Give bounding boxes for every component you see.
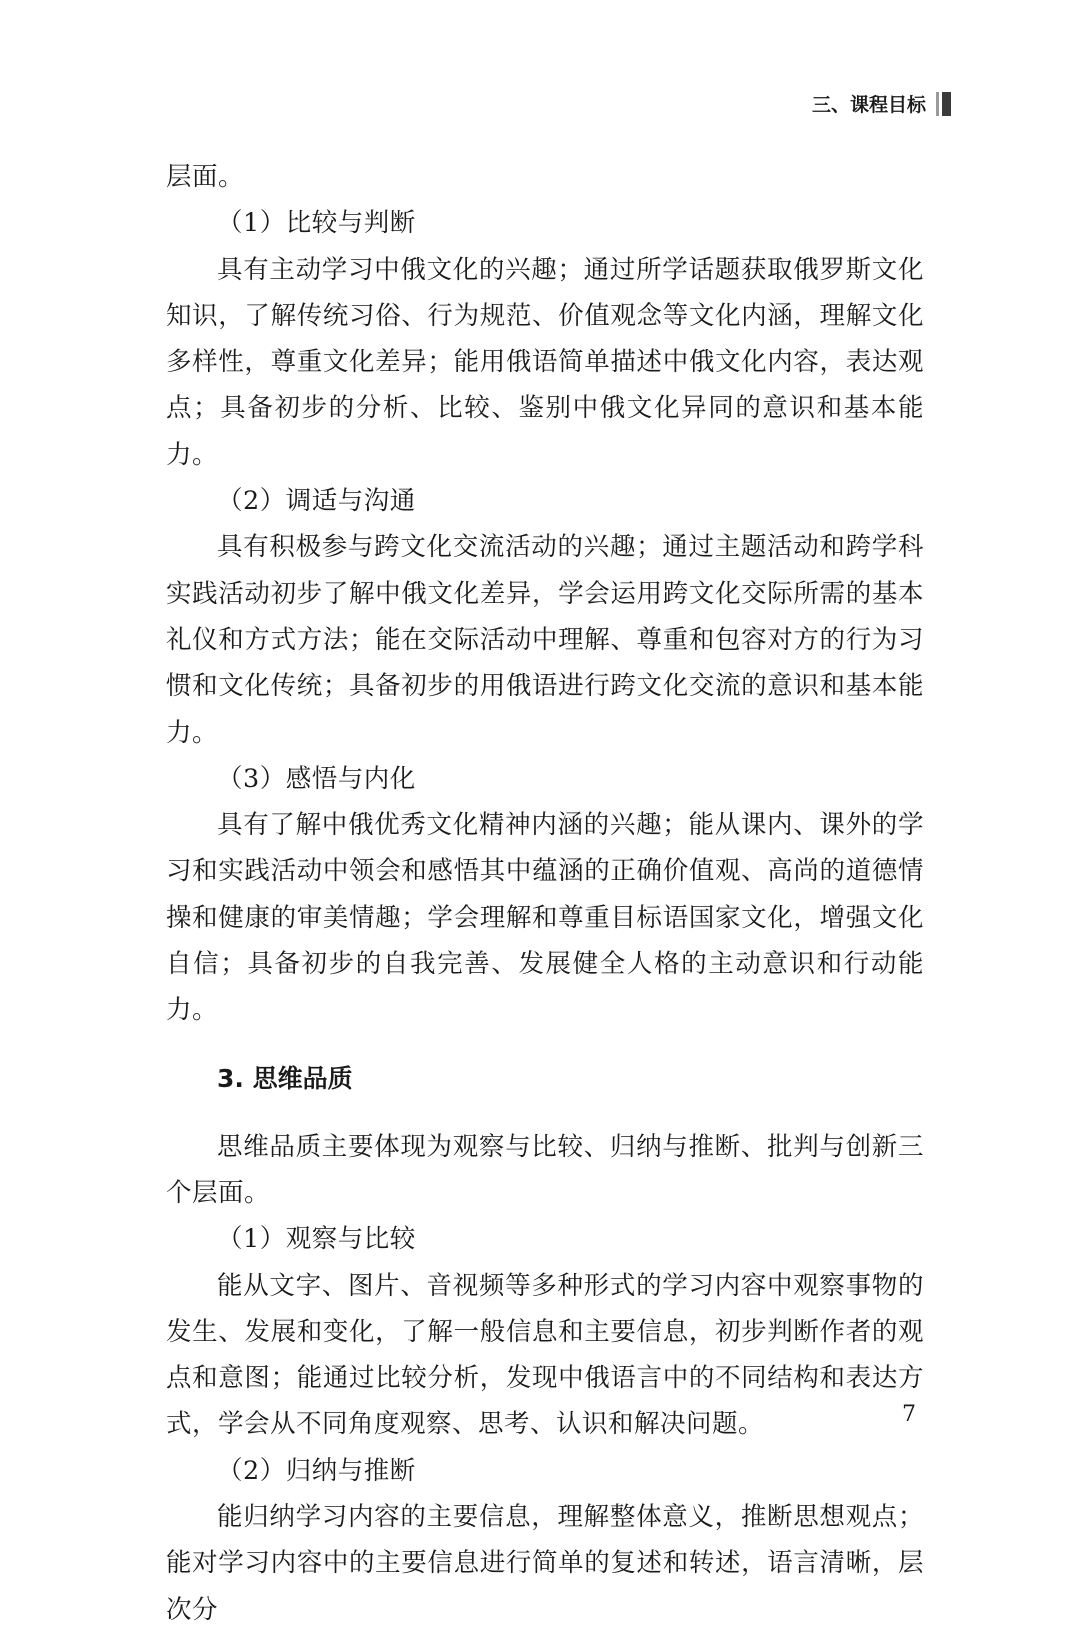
page-content: [166, 154, 924, 1633]
paragraph-induce-infer: 能归纳学习内容的主要信息，理解整体意义，推断思想观点；能对学习内容中的主要信息进行简单的复述和转述，语言清晰，层次分: [166, 1502, 924, 1625]
paragraph-observe-compare: 能从文字、图片、音视频等多种形式的学习内容中观察事物的发生、发展和变化，了解一般信息和主要信息，初步判断作者的观点和意图；能通过比较分析，发现中俄语言中的不同结构和表达方式，学会从不同角度观察、思考、认识和解决问题。: [166, 1270, 924, 1440]
subheading-perceive-internalize: （3）感悟与内化: [217, 763, 416, 794]
paragraph-perceive-internalize: 具有了解中俄优秀文化精神内涵的兴趣；能从课内、课外的学习和实践活动中领会和感悟其中蕴涵的正确价值观、高尚的道德情操和健康的审美情趣；学会理解和尊重目标语国家文化，增强文化自信；具备初步的自我完善、发展健全人格的主动意识和行动能力。: [166, 810, 924, 1026]
header-thick-bar: [942, 92, 951, 116]
section-heading-thinking-quality: 3. 思维品质: [217, 1063, 353, 1093]
header-thin-bar: [936, 92, 939, 116]
paragraph-adapt-communicate: 具有积极参与跨文化交流活动的兴趣；通过主题活动和跨学科实践活动初步了解中俄文化差异，学会运用跨文化交际所需的基本礼仪和方式方法；能在交际活动中理解、尊重和包容对方的行为习惯和文化传统；具备初步的用俄语进行跨文化交流的意识和基本能力。: [166, 532, 924, 748]
paragraph-continuation: 层面。: [166, 162, 245, 192]
subheading-induce-infer: （2）归纳与推断: [217, 1455, 416, 1486]
running-header: [812, 90, 951, 117]
paragraph-compare-judge: 具有主动学习中俄文化的兴趣；通过所学话题获取俄罗斯文化知识，了解传统习俗、行为规范、价值观念等文化内涵，理解文化多样性，尊重文化差异；能用俄语简单描述中俄文化内容，表达观点；具备初步的分析、比较、鉴别中俄文化异同的意识和基本能力。: [166, 254, 924, 470]
subheading-observe-compare: （1）观察与比较: [217, 1224, 416, 1255]
subheading-adapt-communicate: （2）调适与沟通: [217, 486, 416, 517]
subheading-compare-judge: （1）比较与判断: [217, 208, 416, 239]
page-number: 7: [902, 1402, 916, 1427]
header-section-title: 三、课程目标: [811, 94, 926, 116]
paragraph-thinking-intro: 思维品质主要体现为观察与比较、归纳与推断、批判与创新三个层面。: [166, 1131, 924, 1208]
header-bar-marks: [936, 92, 951, 116]
